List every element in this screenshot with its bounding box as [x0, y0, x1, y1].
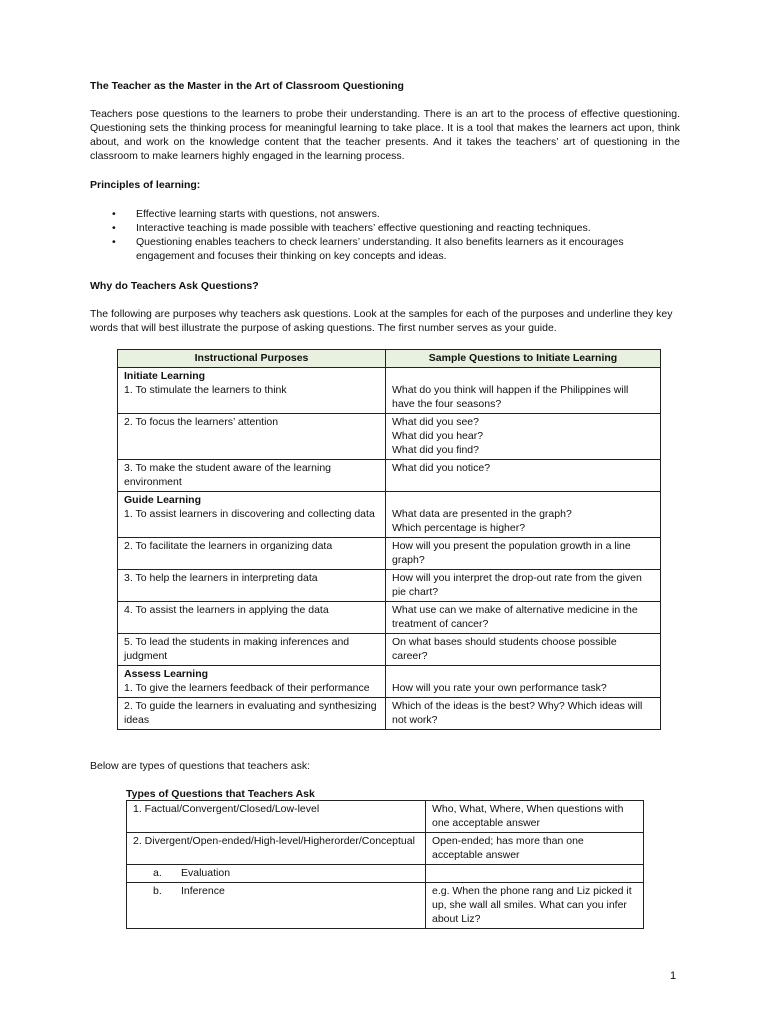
table-row: [118, 666, 661, 698]
bullet-icon: •: [112, 222, 116, 234]
sample-question-text: What did you see? What did you hear? What did you find?: [392, 416, 484, 456]
question-type-description: Open-ended; has more than one acceptable answer: [426, 833, 644, 865]
question-types-table: [126, 800, 644, 929]
sample-question-text: What did you notice?: [392, 462, 491, 474]
list-item: • Interactive teaching is made possible with teachers’ effective questioning and reacting techniques.: [112, 222, 591, 234]
why-paragraph: The following are purposes why teachers ask questions. Look at the samples for each of the purposes and underline they key words that will best illustrate the purpose of asking questions. The first number serves as your guide.: [90, 308, 673, 334]
question-subtype-letter: b.: [153, 885, 162, 897]
question-type-description: Who, What, Where, When questions with one acceptable answer: [426, 801, 644, 833]
purpose-text: 2. To facilitate the learners in organizing data: [124, 540, 333, 552]
purpose-group-label: Initiate Learning: [124, 370, 206, 382]
sample-question-text: How will you present the population growth in a line graph?: [392, 540, 631, 566]
purpose-cell: [118, 492, 386, 538]
sample-question-text: How will you interpret the drop-out rate from the given pie chart?: [392, 572, 642, 598]
purposes-table-body: [118, 368, 661, 730]
page-number: 1: [670, 970, 677, 982]
why-heading: Why do Teachers Ask Questions?: [90, 280, 259, 292]
question-type-cell: [127, 883, 426, 929]
purpose-text: 2. To guide the learners in evaluating and synthesizing ideas: [124, 700, 377, 726]
purpose-cell: [118, 414, 386, 460]
sample-question-cell: [386, 414, 661, 460]
table-row: [118, 634, 661, 666]
sample-question-cell: [386, 634, 661, 666]
table-row: [127, 801, 644, 833]
purpose-cell: [118, 602, 386, 634]
sample-question-text: On what bases should students choose possible career?: [392, 636, 617, 662]
purpose-text: 1. To stimulate the learners to think: [124, 384, 287, 396]
table-row: [118, 460, 661, 492]
table-row: [118, 414, 661, 460]
types-intro: Below are types of questions that teachers ask:: [90, 760, 311, 772]
column-header: Sample Questions to Initiate Learning: [386, 350, 661, 368]
sample-question-text: What do you think will happen if the Philippines will have the four seasons?: [392, 384, 629, 410]
purpose-group-label: Assess Learning: [124, 668, 209, 680]
table-row: [127, 865, 644, 883]
purpose-text: 5. To lead the students in making inferences and judgment: [124, 636, 350, 662]
list-item: • Questioning enables teachers to check learners’ understanding. It also benefits learners as it encourages engagement and focuses their thinking on key concepts and ideas.: [112, 236, 624, 262]
purpose-cell: [118, 634, 386, 666]
question-type-cell: [127, 833, 426, 865]
sample-question-text: Which of the ideas is the best? Why? Which ideas will not work?: [392, 700, 643, 726]
table-row: [118, 698, 661, 730]
sample-question-cell: [386, 666, 661, 698]
purposes-table: [117, 349, 661, 730]
list-item: • Effective learning starts with questions, not answers.: [112, 208, 380, 220]
types-caption: Types of Questions that Teachers Ask: [126, 788, 315, 800]
question-type-description: [426, 865, 644, 883]
purpose-cell: [118, 698, 386, 730]
question-type-description: e.g. When the phone rang and Liz picked it up, she wall all smiles. What can you infer about Liz?: [426, 883, 644, 929]
table-row: [118, 570, 661, 602]
table-row: [127, 833, 644, 865]
purpose-text: 3. To make the student aware of the learning environment: [124, 462, 332, 488]
question-type-text: 2. Divergent/Open-ended/High-level/Higherorder/Conceptual: [133, 835, 415, 847]
purpose-text: 3. To help the learners in interpreting data: [124, 572, 318, 584]
purpose-cell: [118, 538, 386, 570]
sample-question-cell: [386, 368, 661, 414]
table-row: [118, 538, 661, 570]
sample-question-cell: [386, 698, 661, 730]
question-types-table-body: [127, 801, 644, 929]
question-type-cell: [127, 801, 426, 833]
bullet-icon: •: [112, 236, 116, 248]
purpose-cell: [118, 460, 386, 492]
sample-question-cell: [386, 492, 661, 538]
purpose-group-label: Guide Learning: [124, 494, 202, 506]
purpose-cell: [118, 666, 386, 698]
question-type-cell: [127, 865, 426, 883]
sample-question-text: How will you rate your own performance task?: [392, 682, 607, 694]
purpose-text: 1. To give the learners feedback of their performance: [124, 682, 370, 694]
purpose-cell: [118, 368, 386, 414]
purpose-text: 1. To assist learners in discovering and collecting data: [124, 508, 375, 520]
sample-question-text: What data are presented in the graph? Which percentage is higher?: [392, 508, 572, 534]
table-header-row: [118, 350, 661, 368]
table-row: [118, 492, 661, 538]
intro-paragraph: Teachers pose questions to the learners to probe their understanding. There is an art to the process of effective questioning. Questioning sets the thinking process for meaningful learning to take place. It is a tool that makes the learners act upon, think about, and work on the knowledge content that the teacher presents. And it takes the teachers’ art of questioning in the classroom to make learners highly engaged in the learning process.: [90, 108, 680, 162]
column-header: Instructional Purposes: [118, 350, 386, 368]
table-row: [118, 602, 661, 634]
sample-question-cell: [386, 460, 661, 492]
question-type-text: Inference: [181, 885, 225, 897]
purpose-text: 2. To focus the learners’ attention: [124, 416, 279, 428]
sample-question-text: What use can we make of alternative medicine in the treatment of cancer?: [392, 604, 638, 630]
document-title: The Teacher as the Master in the Art of Classroom Questioning: [90, 80, 404, 92]
bullet-icon: •: [112, 208, 116, 220]
question-subtype-letter: a.: [153, 867, 162, 879]
principles-heading: Principles of learning:: [90, 179, 201, 191]
purpose-text: 4. To assist the learners in applying the data: [124, 604, 329, 616]
sample-question-cell: [386, 570, 661, 602]
sample-question-cell: [386, 602, 661, 634]
sample-question-cell: [386, 538, 661, 570]
principles-list: [90, 207, 680, 263]
table-row: [118, 368, 661, 414]
purpose-cell: [118, 570, 386, 602]
question-type-text: Evaluation: [181, 867, 231, 879]
table-row: [127, 883, 644, 929]
question-type-text: 1. Factual/Convergent/Closed/Low-level: [133, 803, 320, 815]
